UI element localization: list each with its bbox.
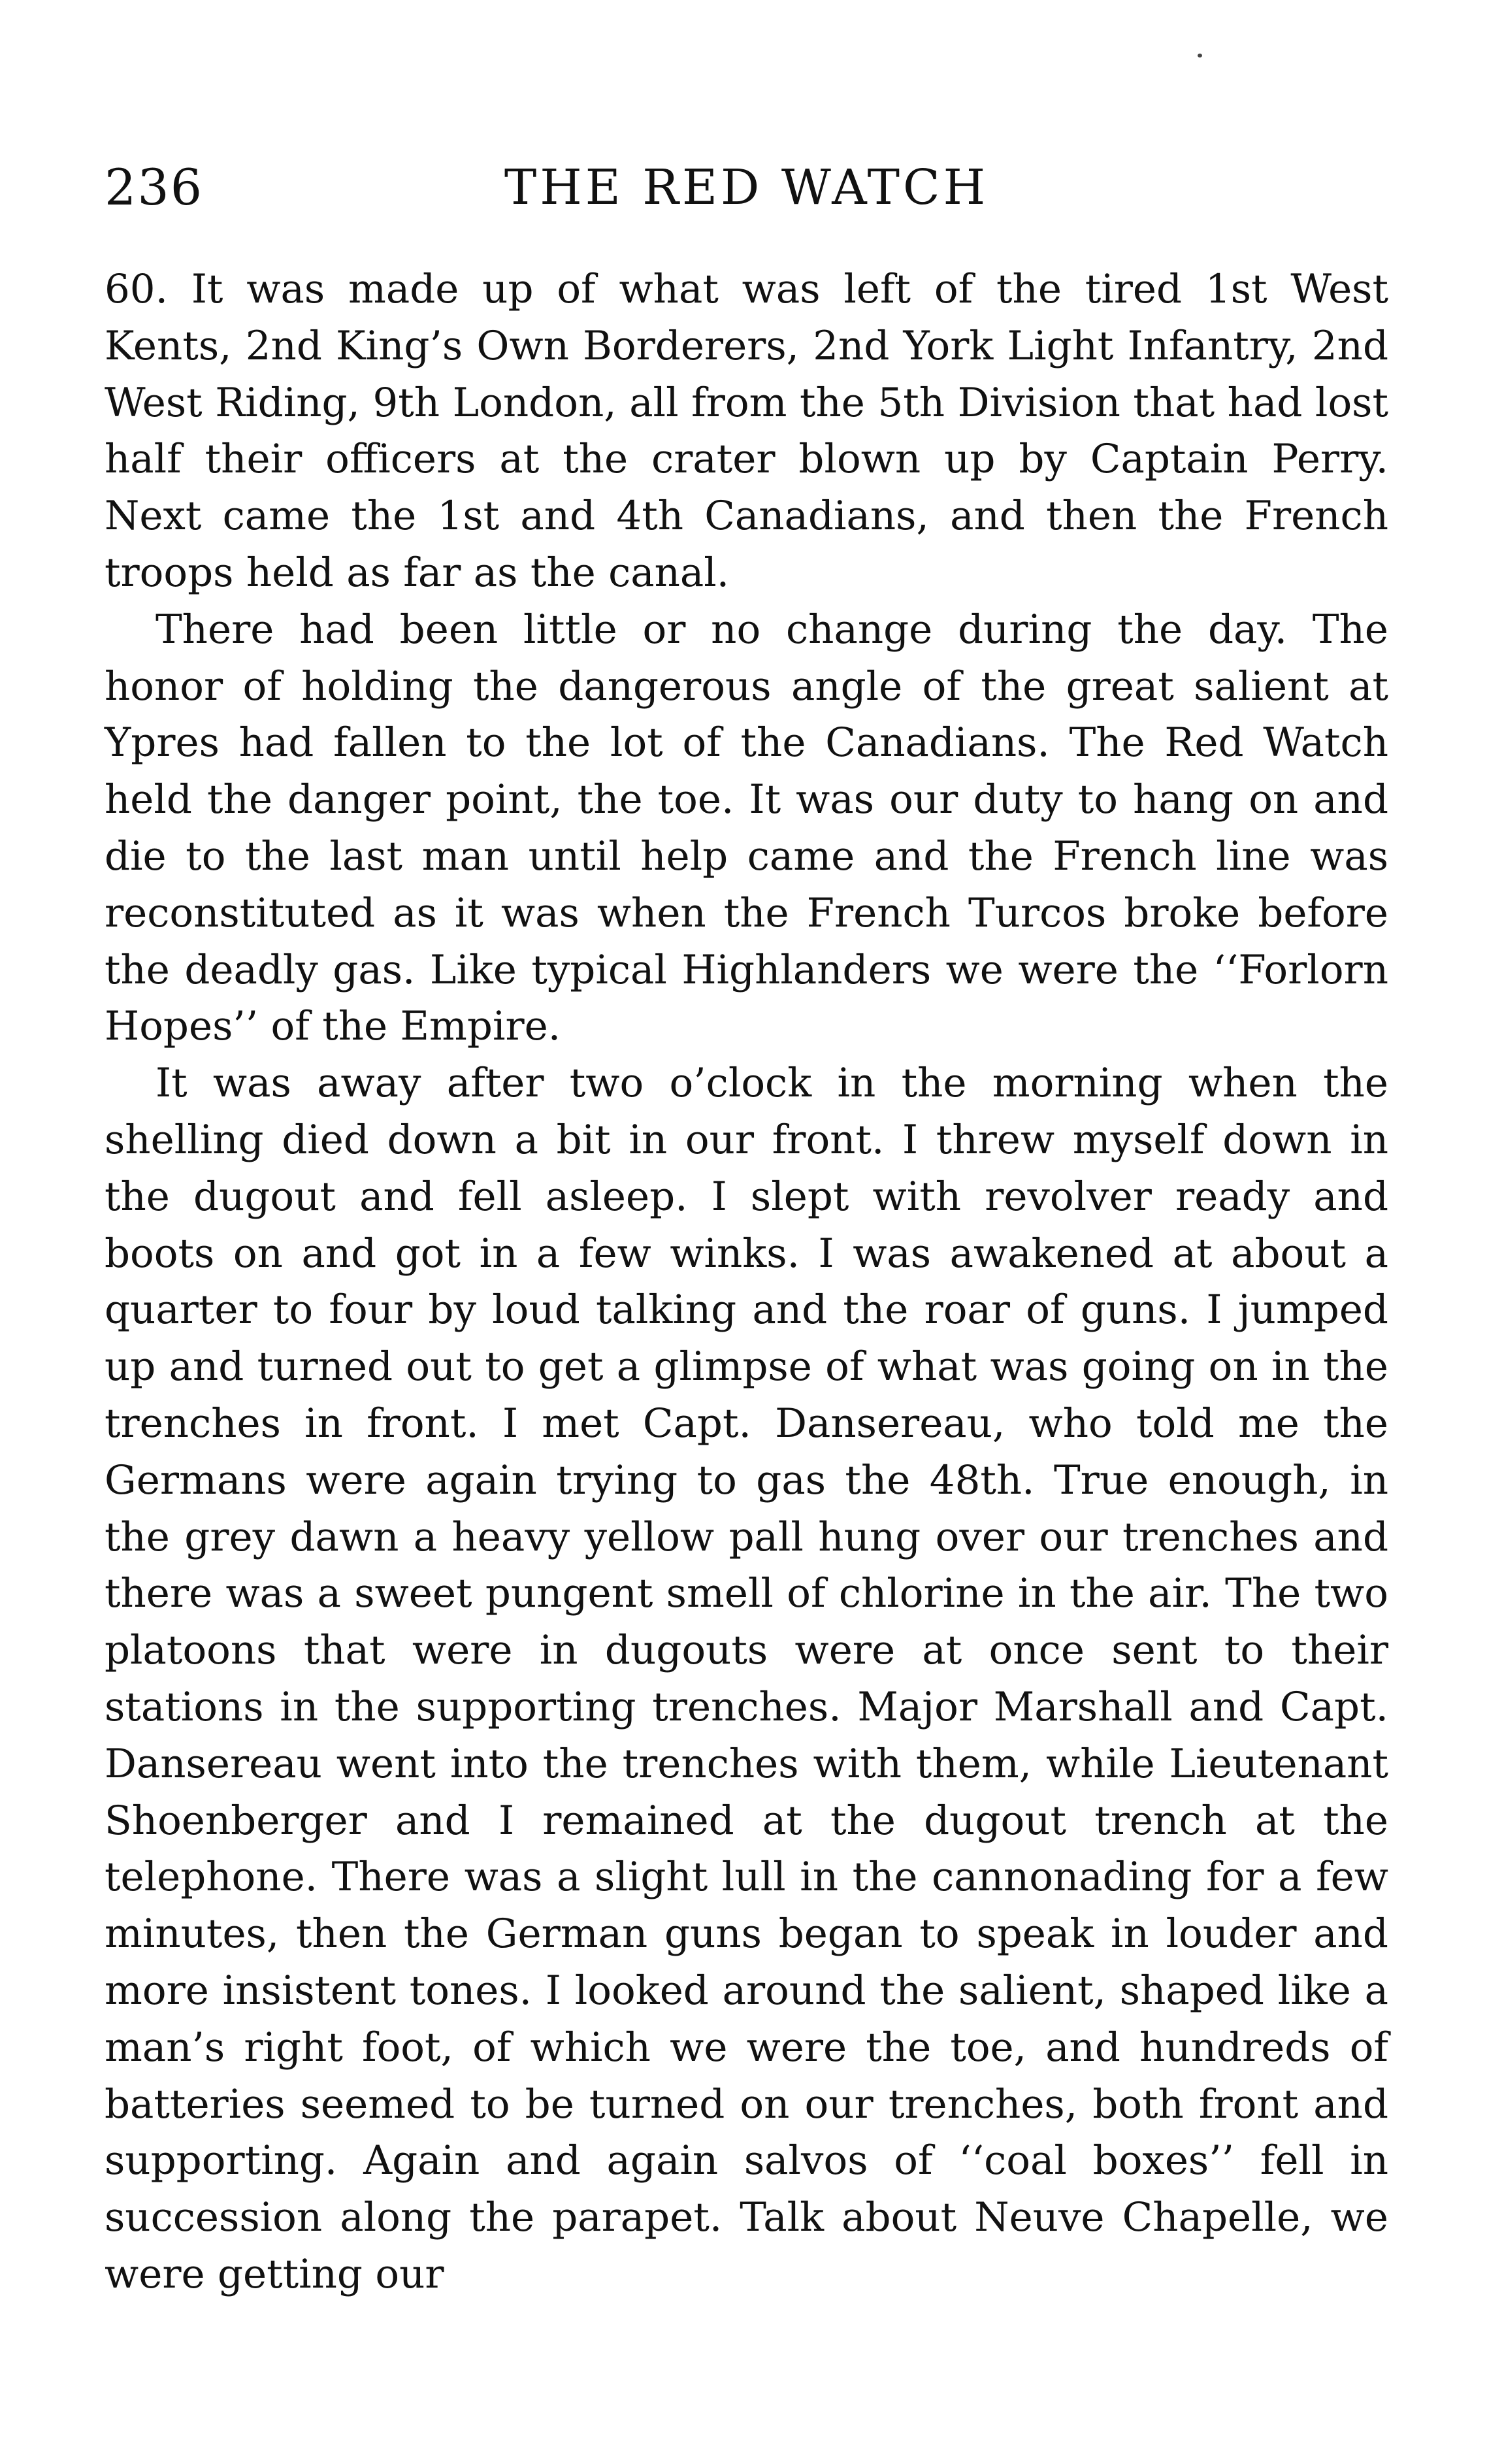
page-number: 236: [105, 158, 204, 216]
paragraph-gas-attack: It was away after two o’clock in the morning when the shelling died down a bit in our front. I threw myself down in the dugout and fell asleep. I slept with revolver ready and boots on and got in a few winks. I was awakened at about a quarter to four by loud talking and the roar of guns. I jumped up and turned out to get a glimpse of what was going on in the trenches in front. I met Capt. Dansereau, who told me the Germans were again trying to gas the 48th. True enough, in the grey dawn a heavy yellow pall hung over our trenches and there was a sweet pungent smell of chlorine in the air. The two platoons that were in dugouts were at once sent to their stations in the supporting trenches. Major Marshall and Capt. Dansereau went into the trenches with them, while Lieutenant Shoenberger and I remained at the dugout trench at the telephone. There was a slight lull in the cannonading for a few minutes, then the German guns began to speak in louder and more insistent tones. I looked around the salient, shaped like a man’s right foot, of which we were the toe, and hundreds of batteries seemed to be turned on our trenches, both front and supporting. Again and again salvos of ‘‘coal boxes’’ fell in succession along the parapet. Talk about Neuve Chapelle, we were getting our: [105, 1060, 1388, 2297]
print-speck: [1198, 54, 1202, 57]
paragraph-continuation: 60. It was made up of what was left of the tired 1st West Kents, 2nd King’s Own Borderers, 2nd York Light Infantry, 2nd West Riding, 9th London, all from the 5th Division that had lost half their officers at the crater blown up by Captain Perry. Next came the 1st and 4th Canadians, and then the French troops held as far as the canal.: [105, 266, 1388, 596]
running-title: THE RED WATCH: [504, 159, 989, 216]
paragraph-red-watch-toe: There had been little or no change during the day. The honor of holding the dangerous angle of the great salient at Ypres had fallen to the lot of the Canadians. The Red Watch held the danger point, the toe. It was our duty to hang on and die to the last man until help came and the French line was reconstituted as it was when the French Turcos broke before the deadly gas. Like typical Highlanders we were the ‘‘Forlorn Hopes’’ of the Empire.: [105, 606, 1388, 1050]
page-header: [105, 152, 1388, 223]
body-text: [105, 261, 1388, 2303]
